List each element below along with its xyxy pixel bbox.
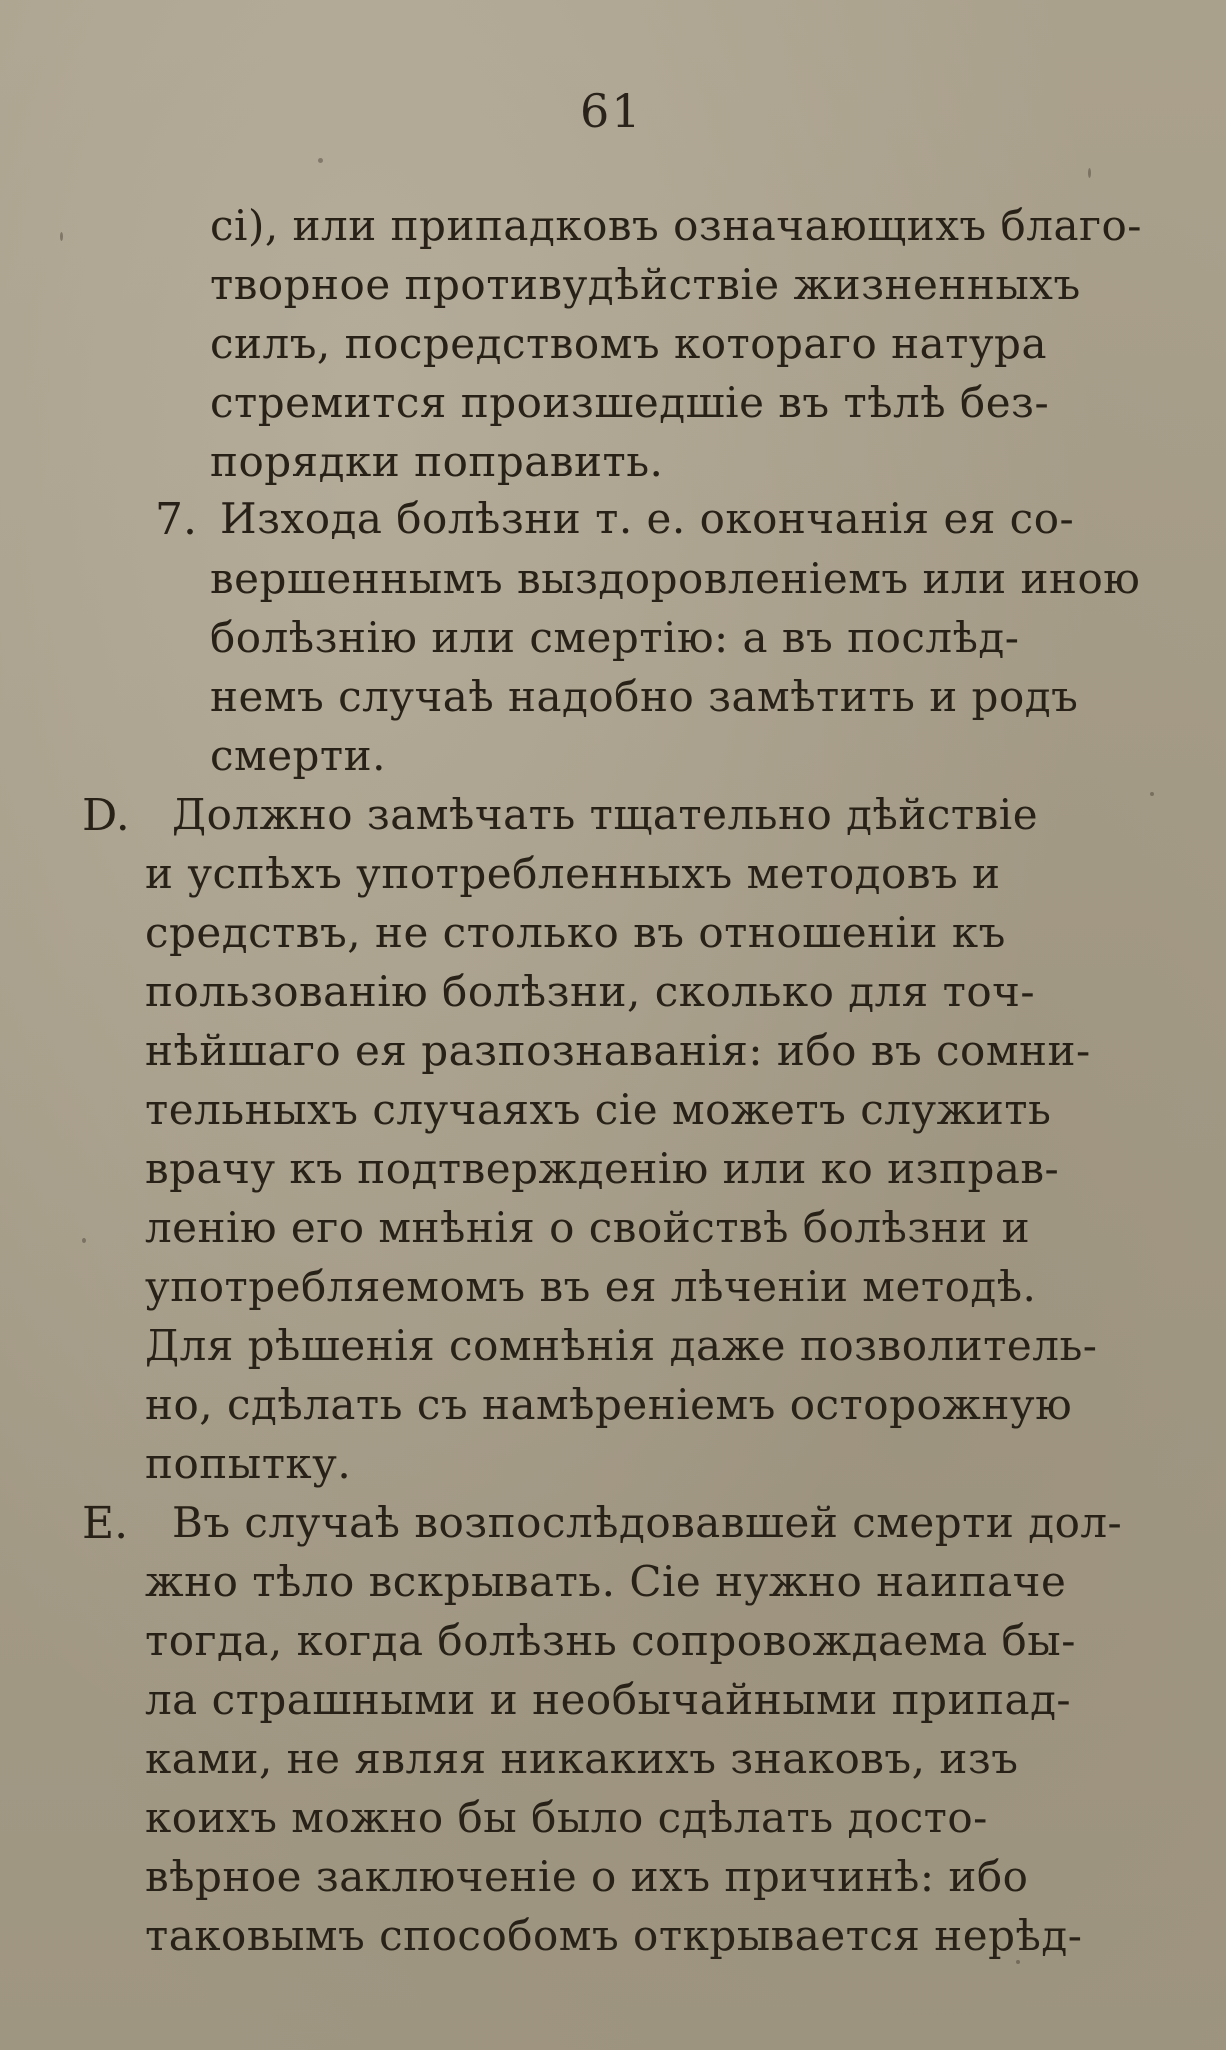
text-line: Въ случаѣ возпослѣдовавшей смерти дол- [172,1498,1123,1547]
text-line: врачу къ подтвержденію или ко изправ- [145,1144,1060,1193]
text-line: порядки поправить. [210,437,664,486]
text-line: ла страшными и необычайными припад- [145,1675,1072,1724]
text-line: ками, не являя никакихъ знаковъ, изъ [145,1734,1019,1783]
text-line: стремится произшедшіе въ тѣлѣ без- [210,378,1050,427]
paper-speck [60,232,63,241]
text-line: но, сдѣлать съ намѣреніемъ осторожную [145,1380,1073,1429]
text-line: пользованію болѣзни, сколько для точ- [145,967,1036,1016]
text-line: болѣзнію или смертію: а въ послѣд- [210,613,1020,662]
text-line: коихъ можно бы было сдѣлать досто- [145,1793,988,1842]
section-marker: E. [82,1498,129,1549]
page-number: 61 [580,84,643,138]
paper-speck [1016,1960,1020,1964]
text-line: Должно замѣчать тщательно дѣйствіе [172,790,1039,839]
section-marker: D. [82,790,130,841]
item-marker: 7. [155,494,197,545]
paper-speck [1088,168,1091,178]
text-line: вершеннымъ выздоровленіемъ или иною [210,554,1141,603]
text-line: вѣрное заключеніе о ихъ причинѣ: ибо [145,1852,1029,1901]
paper-speck [318,158,323,163]
text-line: Для рѣшенія сомнѣнія даже позволитель- [145,1321,1098,1370]
paper-speck [82,1238,86,1243]
text-line: Изхода болѣзни т. е. окончанія ея со- [220,494,1075,543]
text-line: жно тѣло вскрывать. Сіе нужно наипаче [145,1557,1067,1606]
paper-speck [1150,792,1154,796]
text-line: сі), или припадковъ означающихъ благо- [210,201,1142,250]
text-line: тогда, когда болѣзнь сопровождаема бы- [145,1616,1076,1665]
text-line: средствъ, не столько въ отношеніи къ [145,908,1006,957]
text-line: смерти. [210,731,387,780]
text-line: немъ случаѣ надобно замѣтить и родъ [210,672,1079,721]
text-line: силъ, посредствомъ котораго натура [210,319,1047,368]
text-line: ленію его мнѣнія о свойствѣ болѣзни и [145,1203,1031,1252]
text-line: творное противудѣйствіе жизненныхъ [210,260,1081,309]
text-line: таковымъ способомъ открывается нерѣд- [145,1911,1083,1960]
text-line: употребляемомъ въ ея лѣченіи методѣ. [145,1262,1037,1311]
text-line: нѣйшаго ея разпознаванія: ибо въ сомни- [145,1026,1091,1075]
text-line: попытку. [145,1439,352,1488]
text-line: и успѣхъ употребленныхъ методовъ и [145,849,1001,898]
text-line: тельныхъ случаяхъ сіе можетъ служить [145,1085,1052,1134]
